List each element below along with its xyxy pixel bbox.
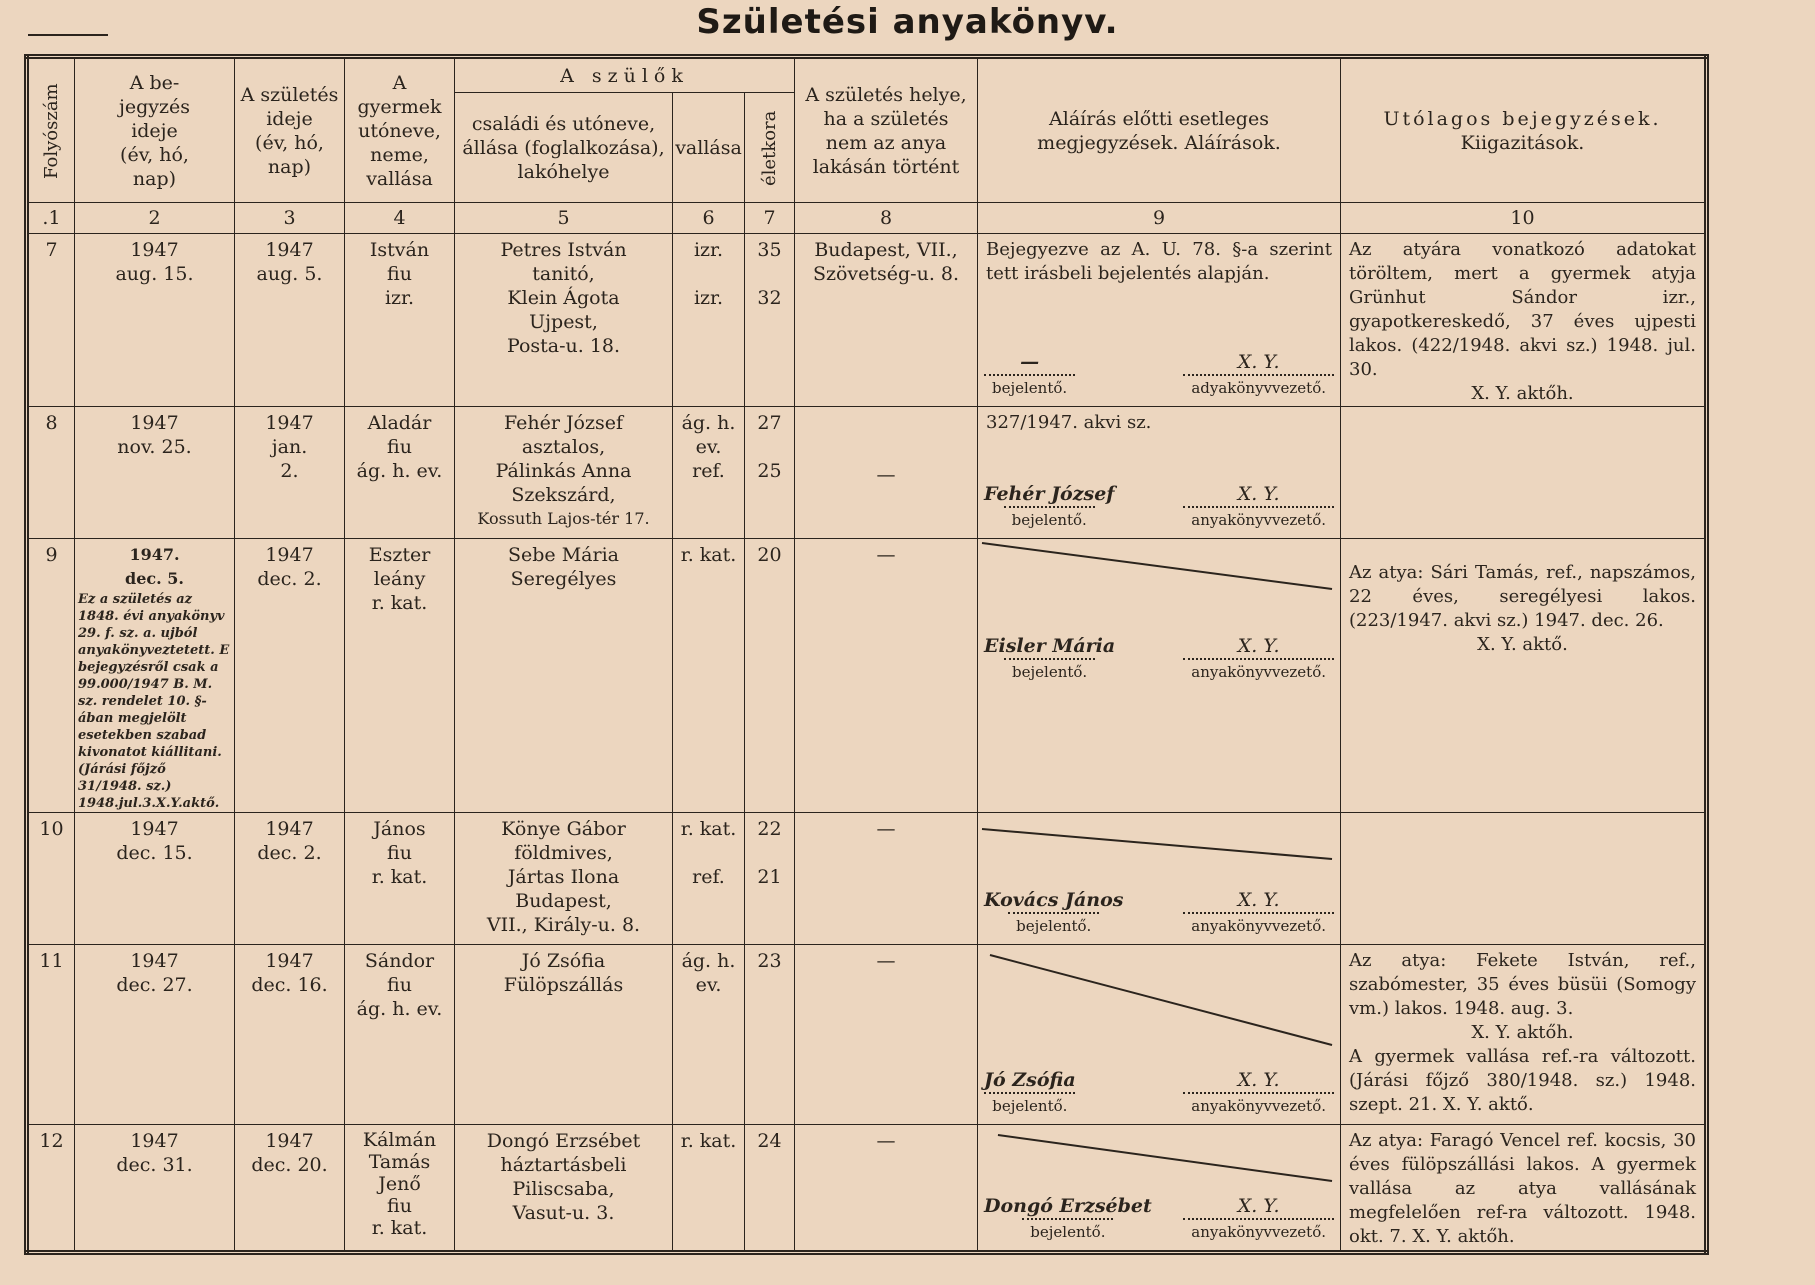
table-row [27, 1125, 1707, 1253]
cancel-stroke [978, 945, 1340, 1055]
birth-date: 1947 dec. 2. [235, 539, 345, 813]
registrar-signature: X. Y. [1237, 635, 1280, 657]
serial-number: 8 [27, 407, 75, 539]
col-number: 3 [235, 203, 345, 234]
child-info: István fiu izr. [345, 234, 455, 407]
informant-label: bejelentő. [1008, 912, 1099, 938]
serial-number: 12 [27, 1125, 75, 1253]
remarks-signatures [978, 407, 1341, 539]
parent-age: 24 [745, 1125, 795, 1253]
table-row [27, 407, 1707, 539]
later-entries: Az atyára vonatkozó adatokat töröltem, mert a gyermek atyja Grünhut Sándor izr., gyapotkereskedő, 37 éves ujpesti lakos. (422/1948. akvi sz.) 1948. jul. 30. X. Y. aktőh. [1341, 234, 1707, 407]
birth-date: 1947 jan. 2. [235, 407, 345, 539]
informant-signature: Dongó Erzsébet [984, 1195, 1152, 1217]
informant-signature: Jó Zsófia [984, 1069, 1076, 1091]
page-title: Születési anyakönyv. [696, 2, 1119, 42]
parent-religion: izr. izr. [673, 234, 745, 407]
registrar-label: anyakönyvvezető. [1183, 1218, 1334, 1244]
header-parent-names: családi és utóneve, állása (foglalkozása), lakóhelye [455, 93, 673, 203]
parent-religion: r. kat. ref. [673, 813, 745, 945]
serial-number: 10 [27, 813, 75, 945]
col-number: 10 [1341, 203, 1707, 234]
cancel-stroke [978, 539, 1340, 599]
birth-place: — [795, 945, 978, 1125]
parent-religion: r. kat. [673, 1125, 745, 1253]
col-number: 2 [75, 203, 235, 234]
registrar-label: anyakönyvvezető. [1183, 506, 1334, 532]
birth-date: 1947 dec. 16. [235, 945, 345, 1125]
birth-date: 1947 aug. 5. [235, 234, 345, 407]
header-child: A gyermek utóneve, neme, vallása [345, 57, 455, 203]
registrar-label: adyakönyvvezető. [1183, 374, 1334, 400]
entry-date: 1947 nov. 25. [75, 407, 235, 539]
birth-place: — [795, 1125, 978, 1253]
registrar-label: anyakönyvvezető. [1183, 1092, 1334, 1118]
birth-place: — [795, 813, 978, 945]
birth-place: — [795, 539, 978, 813]
entry-date: 1947 dec. 31. [75, 1125, 235, 1253]
parent-age: 20 [745, 539, 795, 813]
informant-label: bejelentő. [984, 374, 1075, 400]
col-number: 6 [673, 203, 745, 234]
table-row [27, 539, 1707, 813]
remarks-signatures [978, 234, 1341, 407]
remarks-text: Bejegyezve az A. U. 78. §-a szerint tett irásbeli bejelentés alapján. [986, 239, 1332, 284]
remarks-signatures [978, 945, 1341, 1125]
header-birth-date: A születés ideje (év, hó, nap) [235, 57, 345, 203]
header-parent-age: életkora [745, 93, 795, 203]
header-parent-religion: vallása [673, 93, 745, 203]
header-later-entries: Utólagos bejegyzések. Kiigazitások. [1341, 57, 1707, 203]
title-rule [28, 34, 108, 36]
remarks-text: 327/1947. akvi sz. [986, 412, 1152, 433]
entry-date: 1947 dec. 15. [75, 813, 235, 945]
col-number: 5 [455, 203, 673, 234]
informant-label: bejelentő. [984, 1092, 1075, 1118]
col-number: 7 [745, 203, 795, 234]
remarks-signatures [978, 539, 1341, 813]
parent-age: 22 21 [745, 813, 795, 945]
table-row [27, 234, 1707, 407]
registrar-label: anyakönyvvezető. [1183, 658, 1334, 684]
col-number: .1 [27, 203, 75, 234]
registrar-signature: X. Y. [1237, 1069, 1280, 1091]
serial-number: 9 [27, 539, 75, 813]
later-entries: Az atya: Sári Tamás, ref., napszámos, 22 éves, seregélyesi lakos. (223/1947. akvi sz.) 1947. dec. 26. X. Y. aktő. [1341, 539, 1707, 813]
informant-label: bejelentő. [1004, 506, 1095, 532]
parent-age: 35 32 [745, 234, 795, 407]
parent-age: 27 25 [745, 407, 795, 539]
col-number: 4 [345, 203, 455, 234]
remarks-signatures [978, 1125, 1341, 1253]
col-number: 9 [978, 203, 1341, 234]
header-remarks: Aláírás előtti esetleges megjegyzések. Aláírások. [978, 57, 1341, 203]
parent-religion: ág. h. ev. ref. [673, 407, 745, 539]
remarks-signatures [978, 813, 1341, 945]
cancel-stroke [978, 1125, 1340, 1185]
informant-label: bejelentő. [1022, 1218, 1113, 1244]
child-info: János fiu r. kat. [345, 813, 455, 945]
informant-signature: Fehér József [984, 483, 1115, 505]
cancel-stroke [978, 823, 1340, 883]
col-number: 8 [795, 203, 978, 234]
entry-date: 1947 aug. 15. [75, 234, 235, 407]
serial-number: 11 [27, 945, 75, 1125]
parent-religion: ág. h. ev. [673, 945, 745, 1125]
header-birth-place: A születés helye, ha a születés nem az anya lakásán történt [795, 57, 978, 203]
parent-names: Jó Zsófia Fülöpszállás [455, 945, 673, 1125]
child-info: Kálmán Tamás Jenő fiu r. kat. [345, 1125, 455, 1253]
parent-names: Sebe Mária Seregélyes [455, 539, 673, 813]
birth-date: 1947 dec. 20. [235, 1125, 345, 1253]
birth-place: — [795, 407, 978, 539]
parent-age: 23 [745, 945, 795, 1125]
child-info: Aladár fiu ág. h. ev. [345, 407, 455, 539]
header-parents: A szülők [455, 57, 795, 93]
header-serial-number: Folyószám [27, 57, 75, 203]
later-entries: Az atya: Faragó Vencel ref. kocsis, 30 éves fülöpszállási lakos. A gyermek vallása az atya vallásának megfelelően ref-ra változott. 1948. okt. 7. X. Y. aktőh. [1341, 1125, 1707, 1253]
birth-date: 1947 dec. 2. [235, 813, 345, 945]
header-entry-date: A be- jegyzés ideje (év, hó, nap) [75, 57, 235, 203]
child-info: Eszter leány r. kat. [345, 539, 455, 813]
parent-names: Dongó Erzsébet háztartásbeli Piliscsaba, Vasut-u. 3. [455, 1125, 673, 1253]
registrar-signature: X. Y. [1237, 483, 1280, 505]
later-entries: Az atya: Fekete István, ref., szabómester, 35 éves büsüi (Somogy vm.) lakos. 1948. aug. 3. X. Y. aktőh. A gyermek vallása ref.-ra változott. (Járási főjző 380/1948. sz.) 1948. szept. 21. X. Y. aktő. [1341, 945, 1707, 1125]
parent-religion: r. kat. [673, 539, 745, 813]
entry-date: 1947. dec. 5. Ez a születés az 1848. évi anyakönyv 29. f. sz. a. ujból anyakönyveztetett. E bejegyzésről csak a 99.000/1947 B. M. sz. rendelet 10. §-ában megjelölt esetekben szabad kivonatot kiállitani. (Járási főjző 31/1948. sz.) 1948.jul.3.X.Y.aktő. [75, 539, 235, 813]
registrar-signature: X. Y. [1237, 889, 1280, 911]
serial-number: 7 [27, 234, 75, 407]
parent-names: Petres István tanitó, Klein Ágota Ujpest, Posta-u. 18. [455, 234, 673, 407]
later-entries [1341, 813, 1707, 945]
entry-note: Ez a születés az 1848. évi anyakönyv 29. f. sz. a. ujból anyakönyveztetett. E bejegyzésről csak a 99.000/1947 B. M. sz. rendelet 10. §-ában megjelölt esetekben szabad kivonatot kiállitani. (Járási főjző 31/1948. sz.) 1948.jul.3.X.Y.aktő. [78, 592, 230, 811]
registrar-label: anyakönyvvezető. [1183, 912, 1334, 938]
table-row [27, 813, 1707, 945]
registrar-signature: X. Y. [1237, 351, 1280, 373]
entry-date: 1947 dec. 27. [75, 945, 235, 1125]
birth-register-table [24, 54, 1709, 1255]
registrar-signature: X. Y. [1237, 1195, 1280, 1217]
table-row [27, 945, 1707, 1125]
parent-names: Fehér József asztalos, Pálinkás Anna Szekszárd, Kossuth Lajos-tér 17. [455, 407, 673, 539]
informant-label: bejelentő. [1004, 658, 1095, 684]
child-info: Sándor fiu ág. h. ev. [345, 945, 455, 1125]
parent-names: Könye Gábor földmives, Jártas Ilona Budapest, VII., Király-u. 8. [455, 813, 673, 945]
informant-signature: Eisler Mária [984, 635, 1116, 657]
informant-signature: — [1020, 351, 1040, 373]
informant-signature: Kovács János [984, 889, 1124, 911]
birth-place: Budapest, VII., Szövetség-u. 8. [795, 234, 978, 407]
later-entries [1341, 407, 1707, 539]
